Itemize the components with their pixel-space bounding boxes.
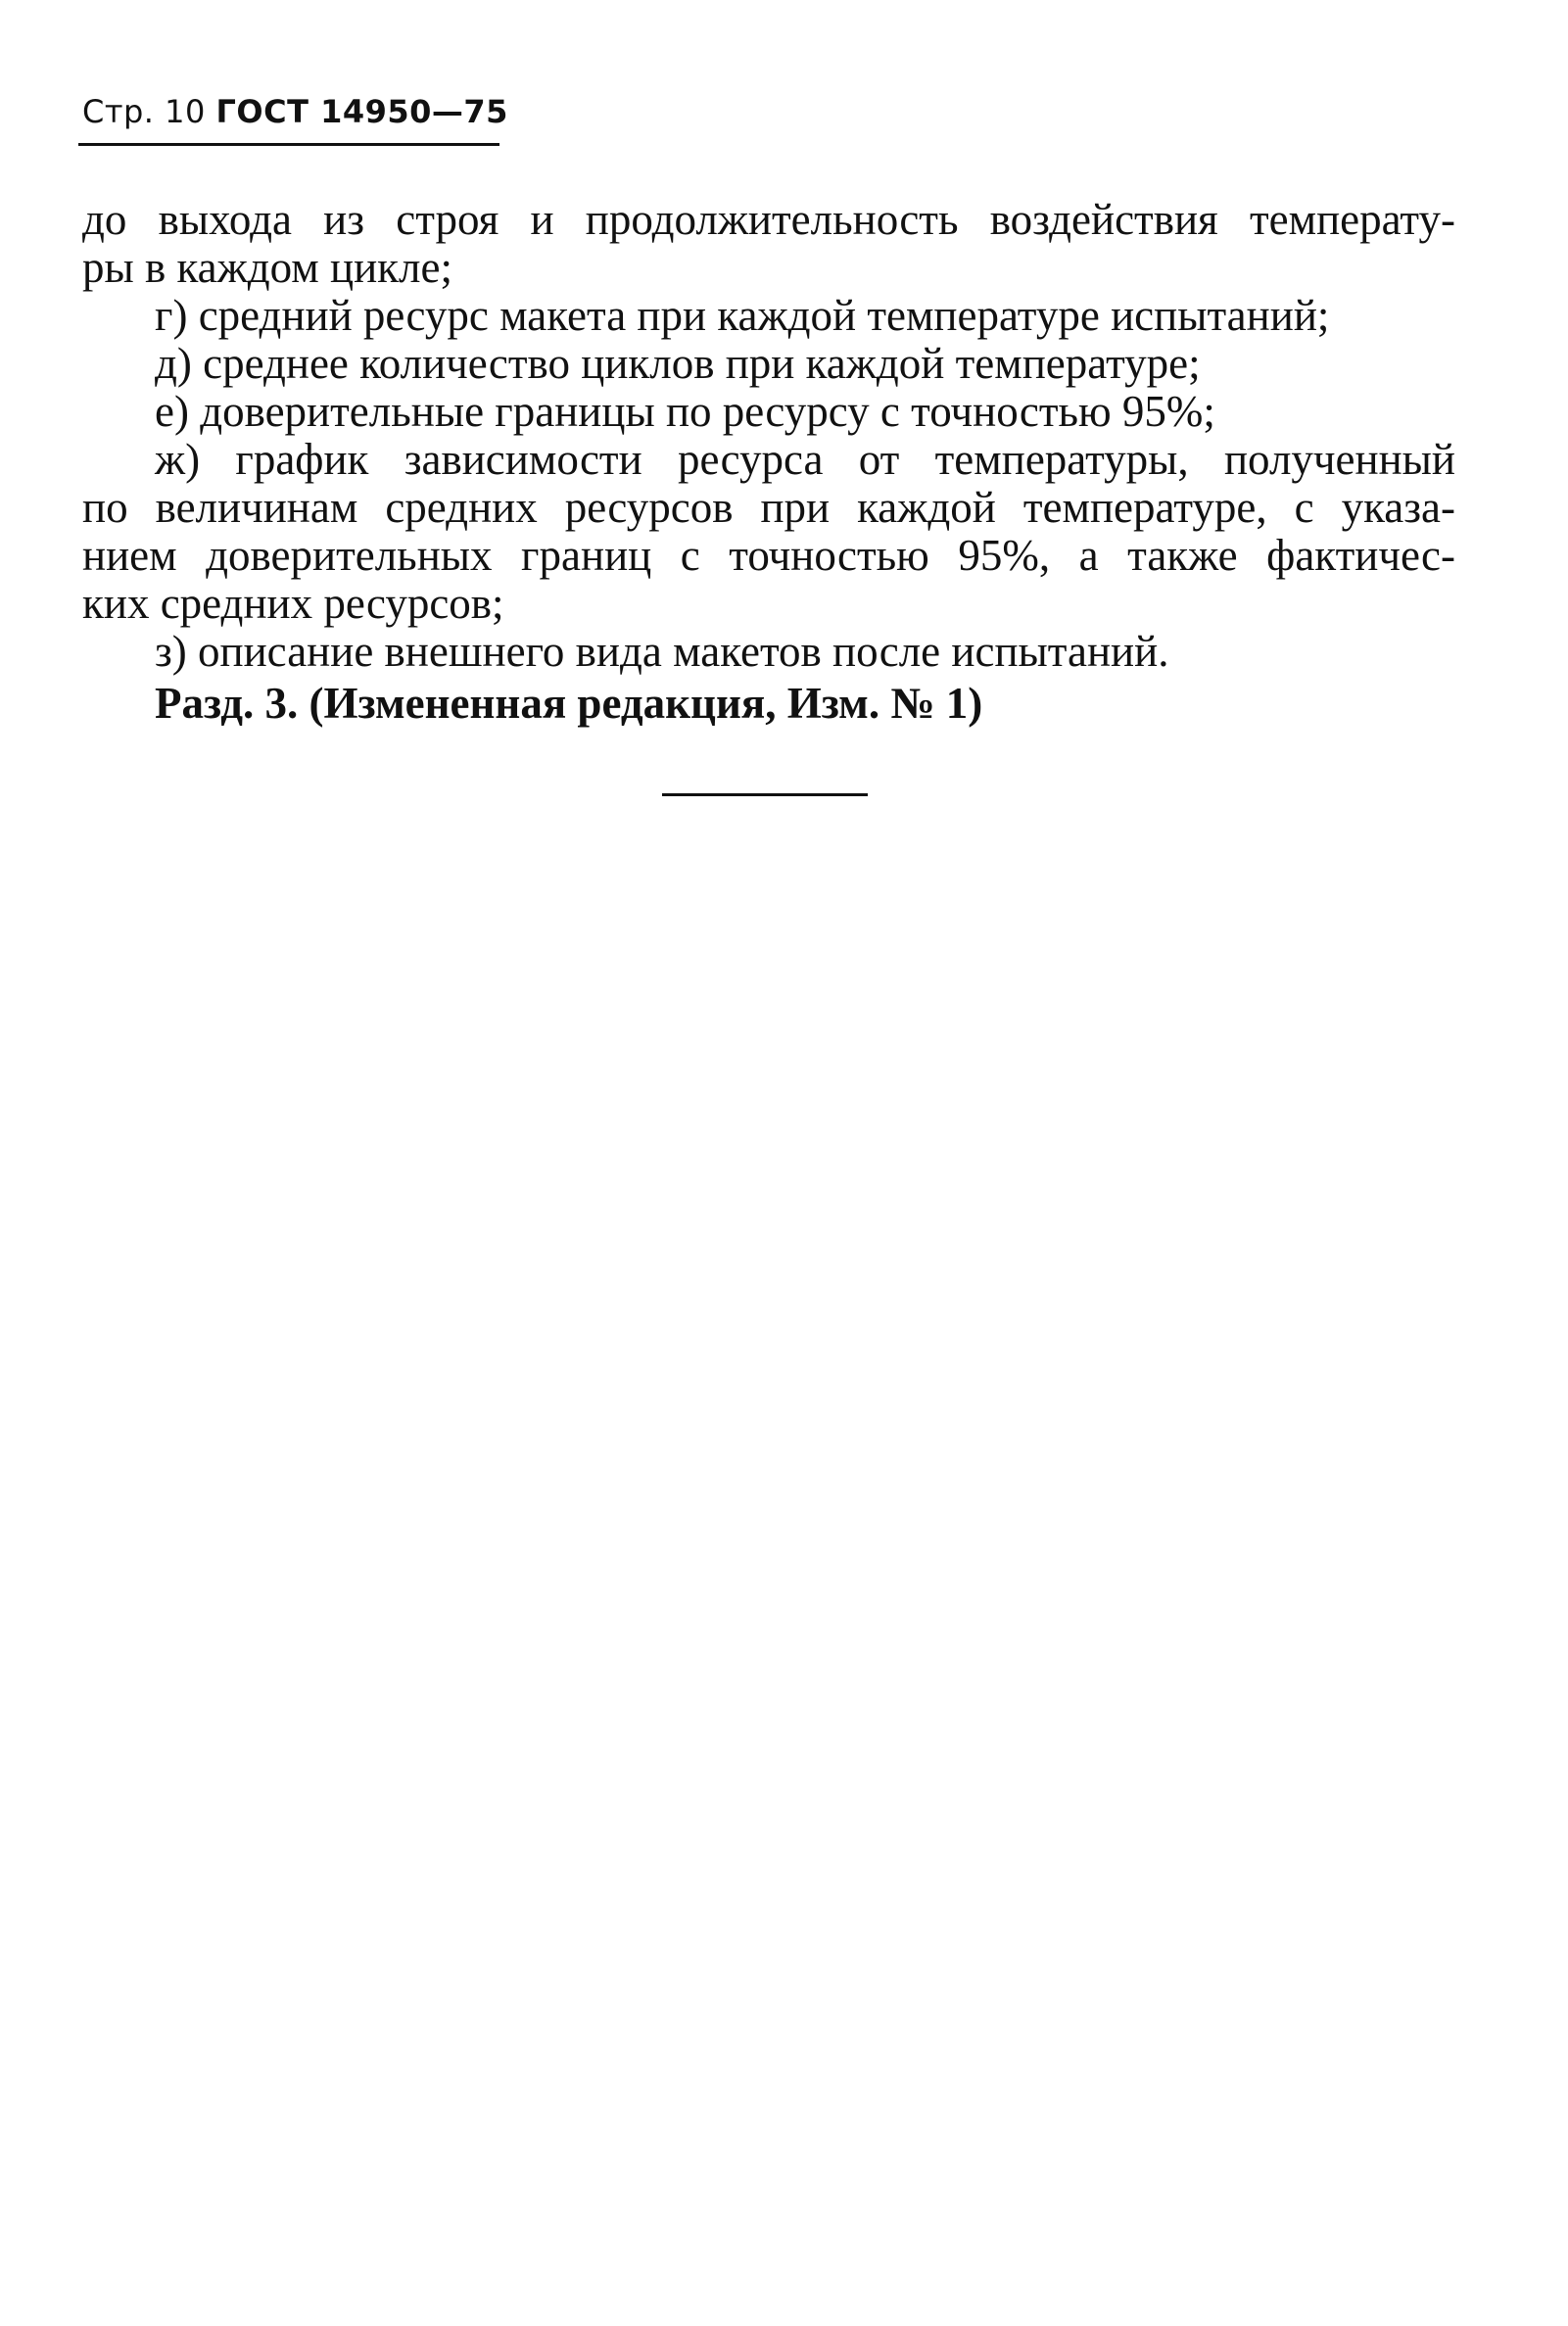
text-line-7: по величинам средних ресурсов при каждой температуре, с указа- <box>82 484 1455 532</box>
header-rule <box>78 143 499 146</box>
text-line-8: нием доверительных границ с точностью 95%, а также фактичес- <box>82 532 1455 580</box>
list-item-e: е) доверительные границы по ресурсу с точностью 95%; <box>155 387 1215 436</box>
text-line-9: ких средних ресурсов; <box>82 579 504 628</box>
section-end-rule <box>662 793 868 796</box>
body-text <box>82 196 1455 728</box>
running-header <box>82 92 508 131</box>
list-item-d: д) среднее количество циклов при каждой температуре; <box>155 339 1201 388</box>
text-line-1: до выхода из строя и продолжительность воздействия температу- <box>82 196 1455 244</box>
list-item-zh: ж) график зависимости ресурса от температуры, полученный <box>155 436 1455 484</box>
list-item-z: з) описание внешнего вида макетов после испытаний. <box>155 627 1169 676</box>
list-item-g: г) средний ресурс макета при каждой температуре испытаний; <box>155 291 1330 340</box>
amendment-note: Разд. 3. (Измененная редакция, Изм. № 1) <box>155 679 983 728</box>
page-number-label: Стр. 10 <box>82 93 206 130</box>
text-line-2: ры в каждом цикле; <box>82 243 452 292</box>
standard-code: ГОСТ 14950—75 <box>215 93 508 130</box>
